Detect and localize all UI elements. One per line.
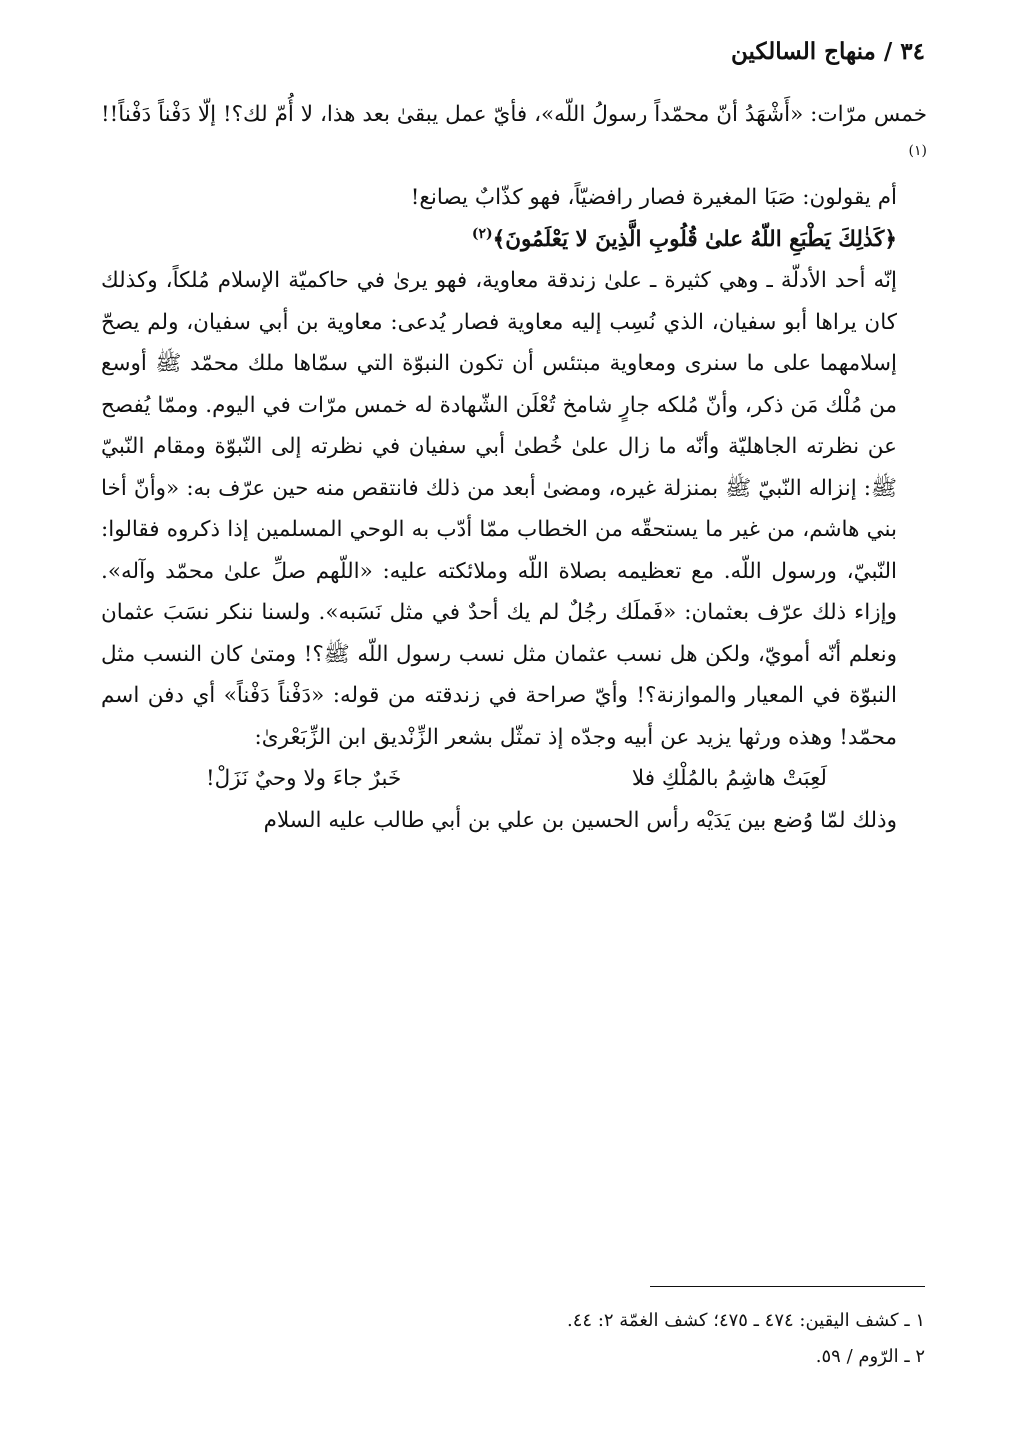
footnote-1: ١ ـ كشف اليقين: ٤٧٤ ـ ٤٧٥؛ كشف الغمّة ٢: ٤٤. xyxy=(567,1310,925,1331)
footnote-ref-1: (١) xyxy=(908,142,927,159)
verse-first-hemistich: لَعِبَتْ هاشِمُ بالمُلْكِ فلا xyxy=(631,766,827,791)
quran-verse-text: ﴿كَذٰلِكَ يَطْبَعِ اللّهُ علىٰ قُلُوبِ الَّذِينَ لا يَعْلَمُونَ﴾ xyxy=(492,226,897,252)
quran-verse xyxy=(101,219,927,261)
footnote-2: ٢ ـ الرّوم / ٥٩. xyxy=(815,1346,925,1367)
paragraph-1 xyxy=(101,94,927,177)
paragraph-3: إنّه أحد الأدلّة ـ وهي كثيرة ـ علىٰ زندقة معاوية، فهو يرىٰ في حاكميّة الإسلام مُلكاً، وكذلك كان يراها أبو سفيان، الذي نُسِب إليه معاوية فصار يُدعى: معاوية بن أبي سفيان، ولم يصحّ إسلامهما على ما سنرى ومعاوية مبتئس أن تكون النبوّة التي سمّاها ملك محمّد ﷺ أوسع من مُلْك مَن ذكر، وأنّ مُلكه جارٍ شامخ تُعْلَن الشّهادة له خمس مرّات في اليوم. وممّا يُفصح عن نظرته الجاهليّة وأنّه ما زال علىٰ خُطىٰ أبي سفيان في نظرته إلى النّبوّة ومقام النّبيّ ﷺ: إنزاله النّبيّ ﷺ بمنزلة غيره، ومضىٰ أبعد من ذلك فانتقص منه حين عرّف به: «وأنّ أخا بني هاشم، من غير ما يستحقّه من الخطاب ممّا أدّب به الوحي المسلمين إذا ذكروه فقالوا: النّبيّ، ورسول اللّه. مع تعظيمه بصلاة اللّه وملائكته عليه: «اللّهم صلِّ علىٰ محمّد وآله». وإزاء ذلك عرّف بعثمان: «فَملَك رجُلٌ لم يك أحدٌ في مثل نَسَبه». ولسنا ننكر نسَبَ عثمان ونعلم أنّه أمويّ، ولكن هل نسب عثمان مثل نسب رسول اللّه ﷺ؟! ومتىٰ كان النسب مثل النبوّة في المعيار والموازنة؟! وأيّ صراحة في زندقته من قوله: «دَفْناً دَفْناً» أي دفن اسم محمّد! وهذه ورثها يزيد عن أبيه وجدّه إذ تمثّل بشعر الزِّنْديق ابن الزِّبَعْرىٰ: xyxy=(101,268,897,750)
footnotes xyxy=(99,1303,925,1375)
footnote-separator xyxy=(650,1286,925,1287)
verse-second-hemistich: خَبرٌ جاءَ ولا وحيٌ نَزَلْ! xyxy=(206,766,402,791)
main-text xyxy=(101,94,927,841)
paragraph-1-text: خمس مرّات: «أَشْهَدُ أنّ محمّداً رسولُ اللّه»، فأيّ عمل يبقىٰ بعد هذا، لا أُمّ لك؟! إلّا دَفْناً دَفْناً!! xyxy=(101,102,927,127)
poetry-verse xyxy=(101,758,927,800)
footnote-ref-2: (٢) xyxy=(471,225,493,242)
running-header: ٣٤ / منهاج السالكين xyxy=(731,38,925,65)
paragraph-4: وذلك لمّا وُضع بين يَدَيْه رأس الحسين بن علي بن أبي طالب عليه السلام xyxy=(263,807,897,833)
paragraph-2: أم يقولون: صَبَا المغيرة فصار رافضيّاً، فهو كذّابٌ يصانع! xyxy=(410,185,897,210)
